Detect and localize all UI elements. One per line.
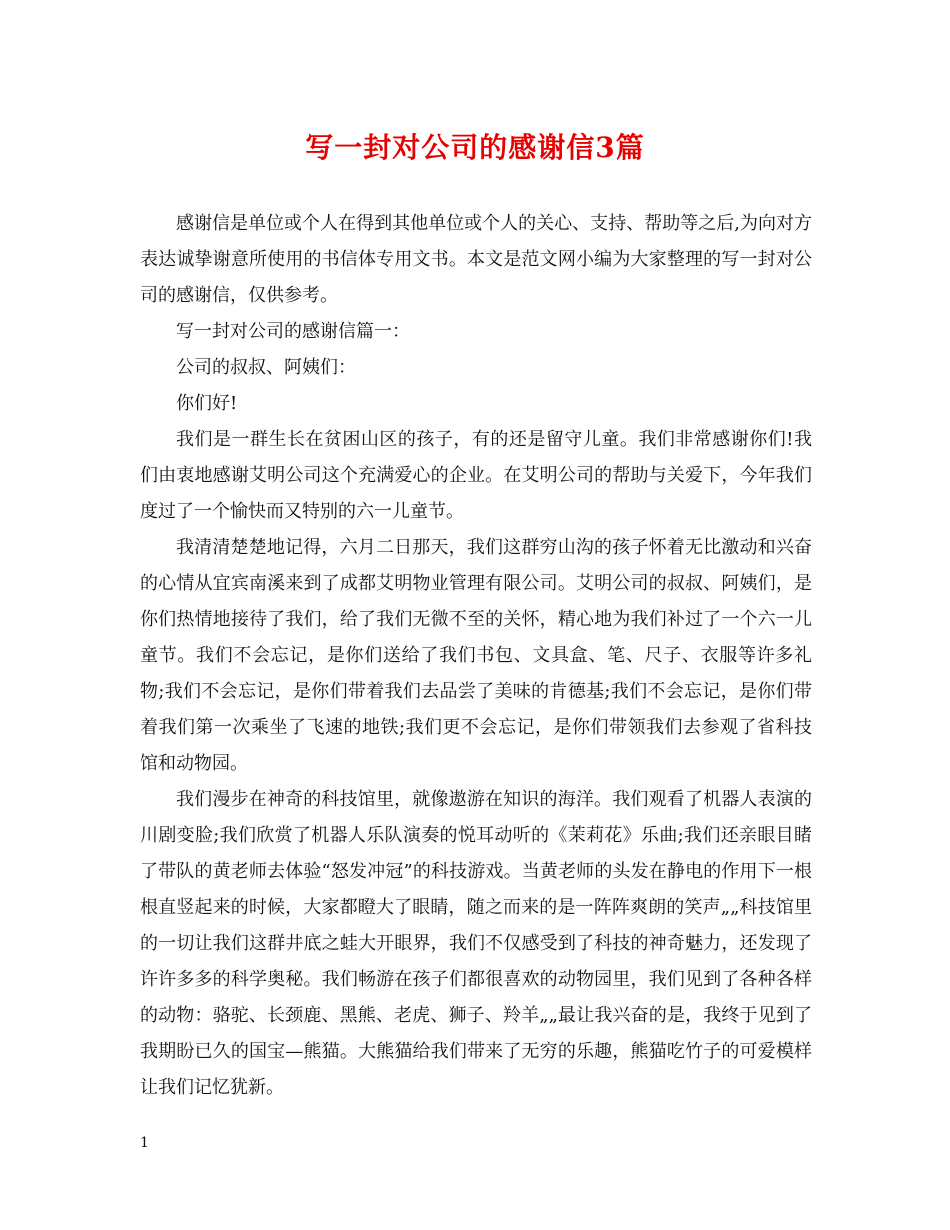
paragraph-body-2: 我清清楚楚地记得，六月二日那天，我们这群穷山沟的孩子怀着无比激动和兴奋的心情从宜宾南溪来到了成都艾明物业管理有限公司。艾明公司的叔叔、阿姨们，是你们热情地接待了我们，给了我们无微不至的关怀，精心地为我们补过了一个六一儿童节。我们不会忘记，是你们送给了我们书包、文具盒、笔、尺子、衣服等许多礼物;我们不会忘记，是你们带着我们去品尝了美味的肯德基;我们不会忘记，是你们带着我们第一次乘坐了飞速的地铁;我们更不会忘记，是你们带领我们去参观了省科技馆和动物园。: [140, 537, 812, 774]
paragraph-salutation: 公司的叔叔、阿姨们：: [176, 357, 356, 378]
document-body: [140, 206, 812, 1106]
paragraph-body-3: 我们漫步在神奇的科技馆里，就像遨游在知识的海洋。我们观看了机器人表演的川剧变脸;我们欣赏了机器人乐队演奏的悦耳动听的《茉莉花》乐曲;我们还亲眼目睹了带队的黄老师去体验“怒发冲冠”的科技游戏。当黄老师的头发在静电的作用下一根根直竖起来的时候，大家都瞪大了眼睛，随之而来的是一阵阵爽朗的笑声„„科技馆里的一切让我们这群井底之蛙大开眼界，我们不仅感受到了科技的神奇魅力，还发现了许许多多的科学奥秘。我们畅游在孩子们都很喜欢的动物园里，我们见到了各种各样的动物：骆驼、长颈鹿、黑熊、老虎、狮子、羚羊„„最让我兴奋的是，我终于见到了我期盼已久的国宝—熊猫。大熊猫给我们带来了无穷的乐趣，熊猫吃竹子的可爱模样让我们记忆犹新。: [140, 789, 812, 1098]
paragraph-body-1: 我们是一群生长在贫困山区的孩子，有的还是留守儿童。我们非常感谢你们!我们由衷地感谢艾明公司这个充满爱心的企业。在艾明公司的帮助与关爱下，今年我们度过了一个愉快而又特别的六一儿童节。: [140, 429, 812, 522]
paragraph-intro: 感谢信是单位或个人在得到其他单位或个人的关心、支持、帮助等之后,为向对方表达诚挚谢意所使用的书信体专用文书。本文是范文网小编为大家整理的写一封对公司的感谢信，仅供参考。: [140, 213, 812, 306]
page-number: 1: [140, 1135, 149, 1151]
paragraph-greeting: 你们好!: [176, 393, 238, 414]
document-title: 写一封对公司的感谢信3篇: [305, 131, 645, 164]
paragraph-letter-heading: 写一封对公司的感谢信篇一：: [176, 321, 410, 342]
